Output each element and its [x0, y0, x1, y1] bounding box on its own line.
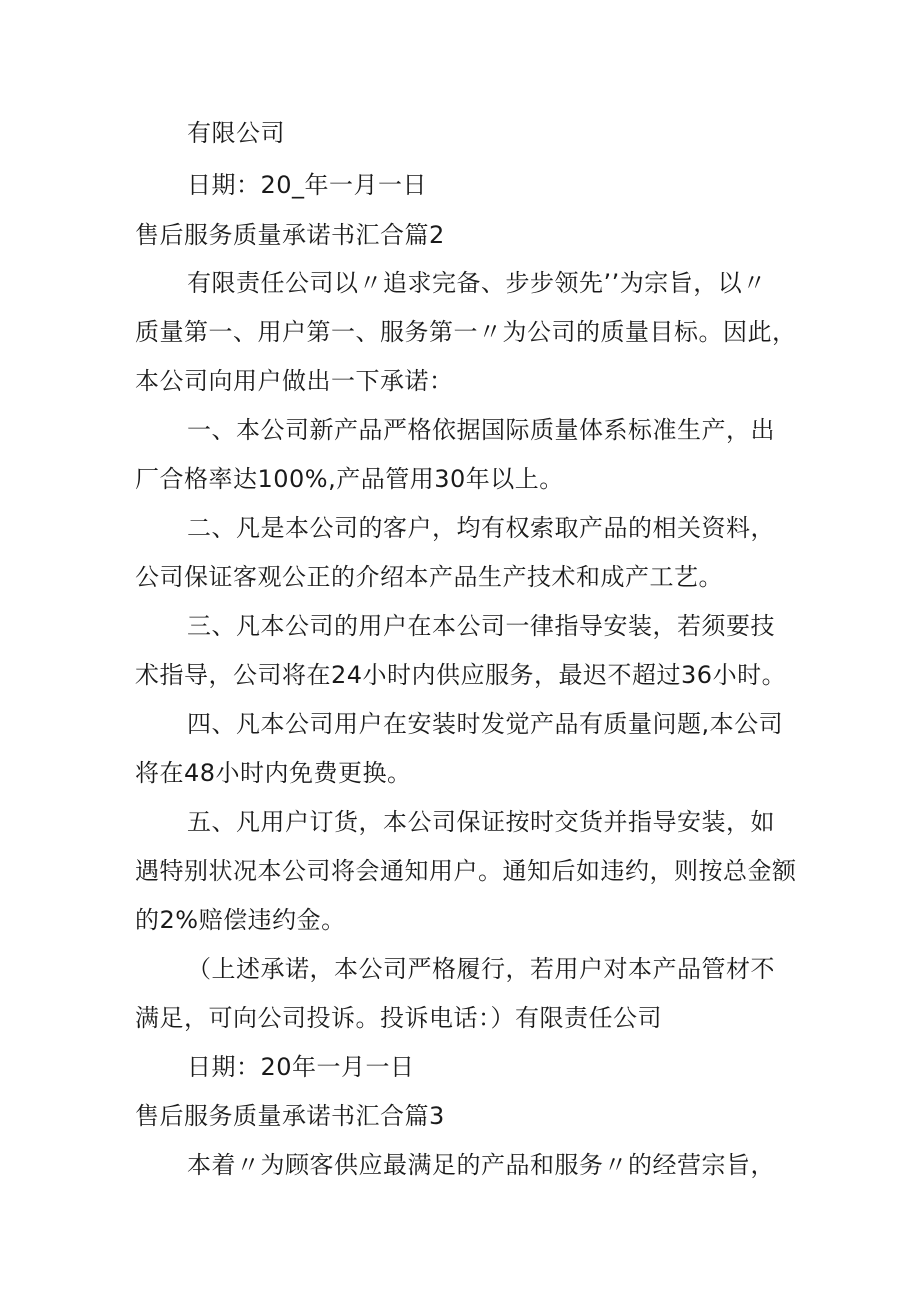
paragraph-line: 二、凡是本公司的客户，均有权索取产品的相关资料，: [187, 514, 775, 542]
paragraph-line: 满足，可向公司投诉。投诉电话：）有限责任公司: [135, 1004, 662, 1032]
paragraph-line: 的2%赔偿违约金。: [135, 906, 346, 934]
paragraph-line: 厂合格率达100%,产品管用30年以上。: [135, 465, 564, 493]
paragraph-line: 本着〃为顾客供应最满足的产品和服务〃的经营宗旨，: [187, 1151, 775, 1179]
date-line: 日期：20_年一月一日: [187, 171, 428, 199]
paragraph-line: 四、凡本公司用户在安装时发觉产品有质量问题,本公司: [187, 710, 784, 738]
paragraph-line: 质量第一、用户第一、服务第一〃为公司的质量目标。因此，: [135, 318, 797, 346]
paragraph-line: 遇特别状况本公司将会通知用户。通知后如违约，则按总金额: [135, 857, 797, 885]
paragraph-line: 将在48小时内免费更换。: [135, 759, 412, 787]
paragraph-line: 公司保证客观公正的介绍本产品生产技术和成产工艺。: [135, 563, 723, 591]
date-line: 日期：20年一月一日: [187, 1053, 415, 1081]
paragraph-line: 五、凡用户订货，本公司保证按时交货并指导安装，如: [187, 808, 775, 836]
section-heading-2: 售后服务质量承诺书汇合篇2: [135, 221, 445, 249]
paragraph-line: 有限责任公司以〃追求完备、步步领先’’为宗旨，以〃: [187, 269, 767, 297]
paragraph-line: 本公司向用户做出一下承诺：: [135, 367, 454, 395]
paragraph-line: 一、本公司新产品严格依据国际质量体系标准生产，出: [187, 416, 775, 444]
paragraph-line: 术指导，公司将在24小时内供应服务，最迟不超过36小时。: [135, 661, 787, 689]
paragraph-line: （上述承诺，本公司严格履行，若用户对本产品管材不: [187, 955, 775, 983]
section-heading-3: 售后服务质量承诺书汇合篇3: [135, 1102, 445, 1130]
paragraph-line: 三、凡本公司的用户在本公司一律指导安装，若须要技: [187, 612, 775, 640]
company-name: 有限公司: [187, 119, 285, 147]
